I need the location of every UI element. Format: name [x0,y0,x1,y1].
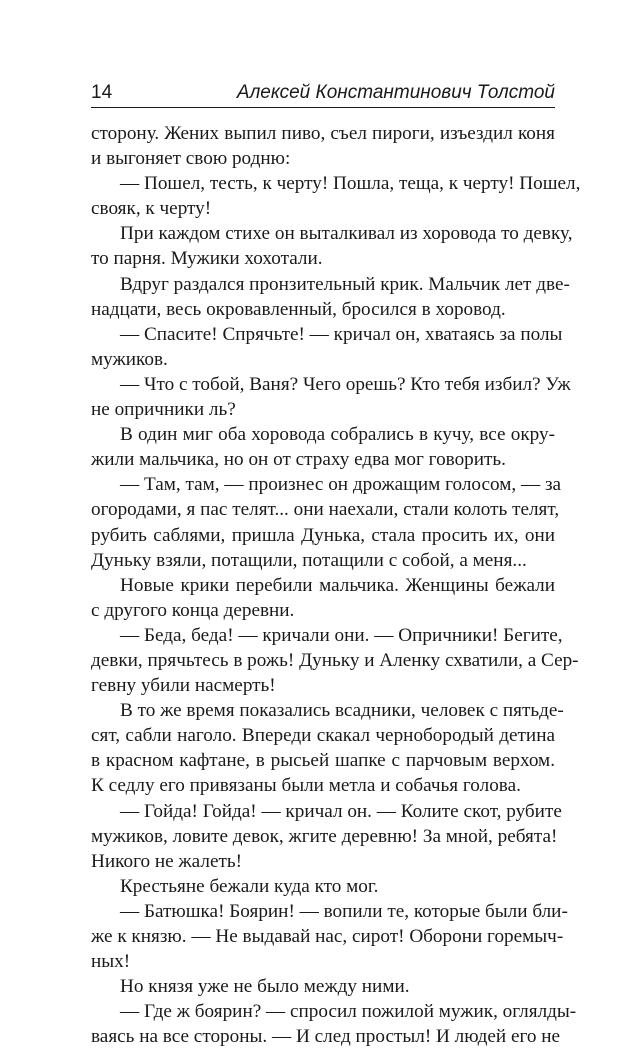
text-line: Новые крики перебили мальчика. Женщины бежали [120,574,555,596]
text-line: свояк, к черту! [91,198,212,220]
text-line: в красном кафтане, в рысьей шапке с парчовым верхом. [91,750,555,772]
text-line: же к князю. — Не выдавай нас, сирот! Оборони горемыч- [91,926,564,947]
text-line: и выгоняет свою родню: [91,148,291,170]
text-line: — Спасите! Спрячьте! — кричал он, хватаясь за полы [120,323,563,345]
text-line: В один миг оба хоровода собрались в кучу, все окру- [120,424,555,446]
text-line: то парня. Мужики хохотали. [91,248,323,270]
text-line: с другого конца деревни. [91,599,295,621]
text-line: Дуньку взяли, потащили, потащили с собой, а меня... [91,549,527,571]
body-text [91,121,581,1049]
text-line: — Батюшка! Боярин! — вопили те, которые были бли- [120,900,568,922]
text-line: — Пошел, тесть, к черту! Пошла, теща, к черту! Пошел, [120,173,581,195]
text-line: сят, сабли наголо. Впереди скакал чернобородый детина [91,725,555,747]
text-line: огородами, я пас телят... они наехали, стали колоть телят, [91,499,560,521]
text-line: жили мальчика, но он от страху едва мог говорить. [91,449,506,471]
text-line: Крестьяне бежали куда кто мог. [120,875,379,897]
text-line: ных! [91,951,131,973]
text-line: Никого не жалеть! [91,850,242,872]
running-title: Алексей Константинович Толстой [236,82,555,103]
text-line: Вдруг раздался пронзительный крик. Мальчик лет две- [120,273,570,295]
text-line: — Там, там, — произнес он дрожащим голосом, — за [120,474,562,496]
header-rule [91,107,555,108]
page-header [91,81,555,107]
text-line: рубить саблями, пришла Дунька, стала просить их, они [91,524,555,546]
text-line: мужиков. [91,348,168,370]
text-line: В то же время показались всадники, человек с пятьде- [120,700,564,722]
text-line: девки, прячьтесь в рожь! Дуньку и Аленку схватили, а Сер- [91,649,579,671]
text-line: К седлу его привязаны были метла и собачья голова. [91,775,521,797]
page-number: 14 [91,82,113,103]
text-line: — Что с тобой, Ваня? Чего орешь? Кто тебя избил? Уж [120,373,571,395]
text-line: надцати, весь окровавленный, бросился в хоровод. [91,298,506,320]
text-line: мужиков, ловите девок, жгите деревню! За мной, ребята! [91,825,558,847]
text-line: гевну убили насмерть! [91,675,276,697]
text-line: — Где ж боярин? — спросил пожилой мужик, оглялды- [120,1001,577,1023]
text-line: При каждом стихе он выталкивал из хоровода то девку, [120,223,573,245]
text-line: сторону. Жених выпил пиво, съел пироги, изъездил коня [91,123,555,144]
text-line: — Гойда! Гойда! — кричал он. — Колите скот, рубите [120,800,562,822]
text-line: Но князя уже не было между ними. [120,976,410,998]
text-line: ваясь на все стороны. — И след простыл! И людей его не [91,1026,561,1048]
text-line: не опричники ль? [91,399,236,421]
text-line: — Беда, беда! — кричали они. — Опричники! Бегите, [120,624,563,646]
